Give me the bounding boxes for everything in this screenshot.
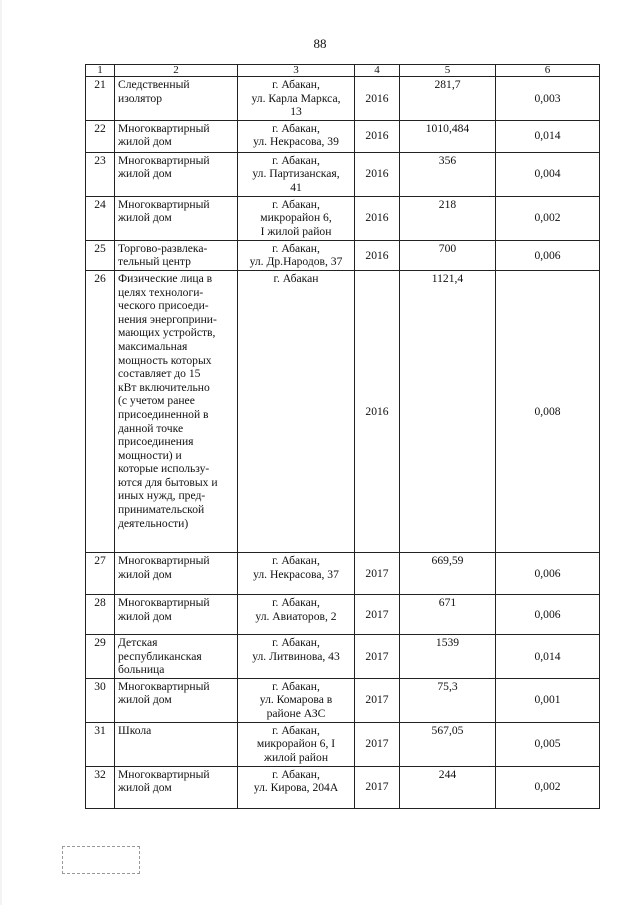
row-number: 31 [86,722,115,766]
power-value: 669,59 [400,552,496,594]
object-name: Многоквартирный жилой дом [115,152,238,196]
table-row [86,552,600,594]
power-value: 356 [400,152,496,196]
share-value: 0,004 [496,152,600,196]
row-number: 29 [86,634,115,678]
data-table [85,64,600,809]
table-row [86,678,600,722]
object-address: г. Абакан, ул. Партизанская, 41 [238,152,355,196]
year: 2017 [355,594,400,634]
object-address: г. Абакан, ул. Некрасова, 39 [238,120,355,152]
power-value: 1010,484 [400,120,496,152]
object-address: г. Абакан, микрорайон 6, I жилой район [238,196,355,240]
row-number: 22 [86,120,115,152]
table-row [86,120,600,152]
object-address: г. Абакан [238,270,355,552]
object-address: г. Абакан, ул. Кирова, 204А [238,766,355,808]
power-value: 218 [400,196,496,240]
share-value: 0,014 [496,120,600,152]
object-address: г. Абакан, ул. Некрасова, 37 [238,552,355,594]
faded-stamp [62,846,140,874]
share-value: 0,008 [496,270,600,552]
year: 2016 [355,77,400,121]
header-cell: 6 [496,65,600,77]
share-value: 0,001 [496,678,600,722]
object-name: Многоквартирный жилой дом [115,196,238,240]
header-cell: 4 [355,65,400,77]
power-value: 671 [400,594,496,634]
object-name: Многоквартирный жилой дом [115,594,238,634]
row-number: 24 [86,196,115,240]
scan-edge [0,0,2,905]
row-number: 28 [86,594,115,634]
year: 2016 [355,240,400,270]
table-row [86,196,600,240]
table-row [86,634,600,678]
share-value: 0,003 [496,77,600,121]
share-value: 0,014 [496,634,600,678]
power-value: 567,05 [400,722,496,766]
object-address: г. Абакан, микрорайон 6, I жилой район [238,722,355,766]
header-cell: 1 [86,65,115,77]
row-number: 21 [86,77,115,121]
object-address: г. Абакан, ул. Комарова в районе АЗС [238,678,355,722]
object-address: г. Абакан, ул. Авиаторов, 2 [238,594,355,634]
object-name: Многоквартирный жилой дом [115,552,238,594]
table-row [86,152,600,196]
year: 2017 [355,766,400,808]
year: 2016 [355,120,400,152]
object-name: Школа [115,722,238,766]
share-value: 0,002 [496,196,600,240]
year: 2017 [355,678,400,722]
share-value: 0,002 [496,766,600,808]
share-value: 0,006 [496,594,600,634]
year: 2016 [355,196,400,240]
row-number: 32 [86,766,115,808]
header-cell: 5 [400,65,496,77]
object-name: Многоквартирный жилой дом [115,120,238,152]
year: 2017 [355,634,400,678]
object-name: Многоквартирный жилой дом [115,678,238,722]
row-number: 25 [86,240,115,270]
year: 2017 [355,552,400,594]
share-value: 0,006 [496,240,600,270]
power-value: 1121,4 [400,270,496,552]
table-row [86,766,600,808]
row-number: 30 [86,678,115,722]
year: 2016 [355,270,400,552]
year: 2016 [355,152,400,196]
row-number: 23 [86,152,115,196]
share-value: 0,005 [496,722,600,766]
page-number: 88 [313,36,327,51]
power-value: 700 [400,240,496,270]
object-name: Детская республиканская больница [115,634,238,678]
object-address: г. Абакан, ул. Карла Маркса, 13 [238,77,355,121]
year: 2017 [355,722,400,766]
row-number: 26 [86,270,115,552]
object-name: Следственный изолятор [115,77,238,121]
table-row [86,270,600,552]
power-value: 244 [400,766,496,808]
share-value: 0,006 [496,552,600,594]
power-value: 1539 [400,634,496,678]
header-cell: 2 [115,65,238,77]
object-address: г. Абакан, ул. Литвинова, 43 [238,634,355,678]
header-row [86,65,600,77]
object-address: г. Абакан, ул. Др.Народов, 37 [238,240,355,270]
row-number: 27 [86,552,115,594]
object-name: Торгово-развлека- тельный центр [115,240,238,270]
object-name: Физические лица в целях технологи- ческого присоеди- нения энергоприни- мающих устройств, максимальная мощность которых составляет до 15 кВт включительно (с учетом ранее присоединенной в данной точке присоединения мощности) и которые использу- ются для бытовых и иных нужд, пред- принимательской деятельности) [115,270,238,552]
table-row [86,722,600,766]
table-row [86,77,600,121]
power-value: 281,7 [400,77,496,121]
header-cell: 3 [238,65,355,77]
power-value: 75,3 [400,678,496,722]
object-name: Многоквартирный жилой дом [115,766,238,808]
table-row [86,594,600,634]
table-row [86,240,600,270]
